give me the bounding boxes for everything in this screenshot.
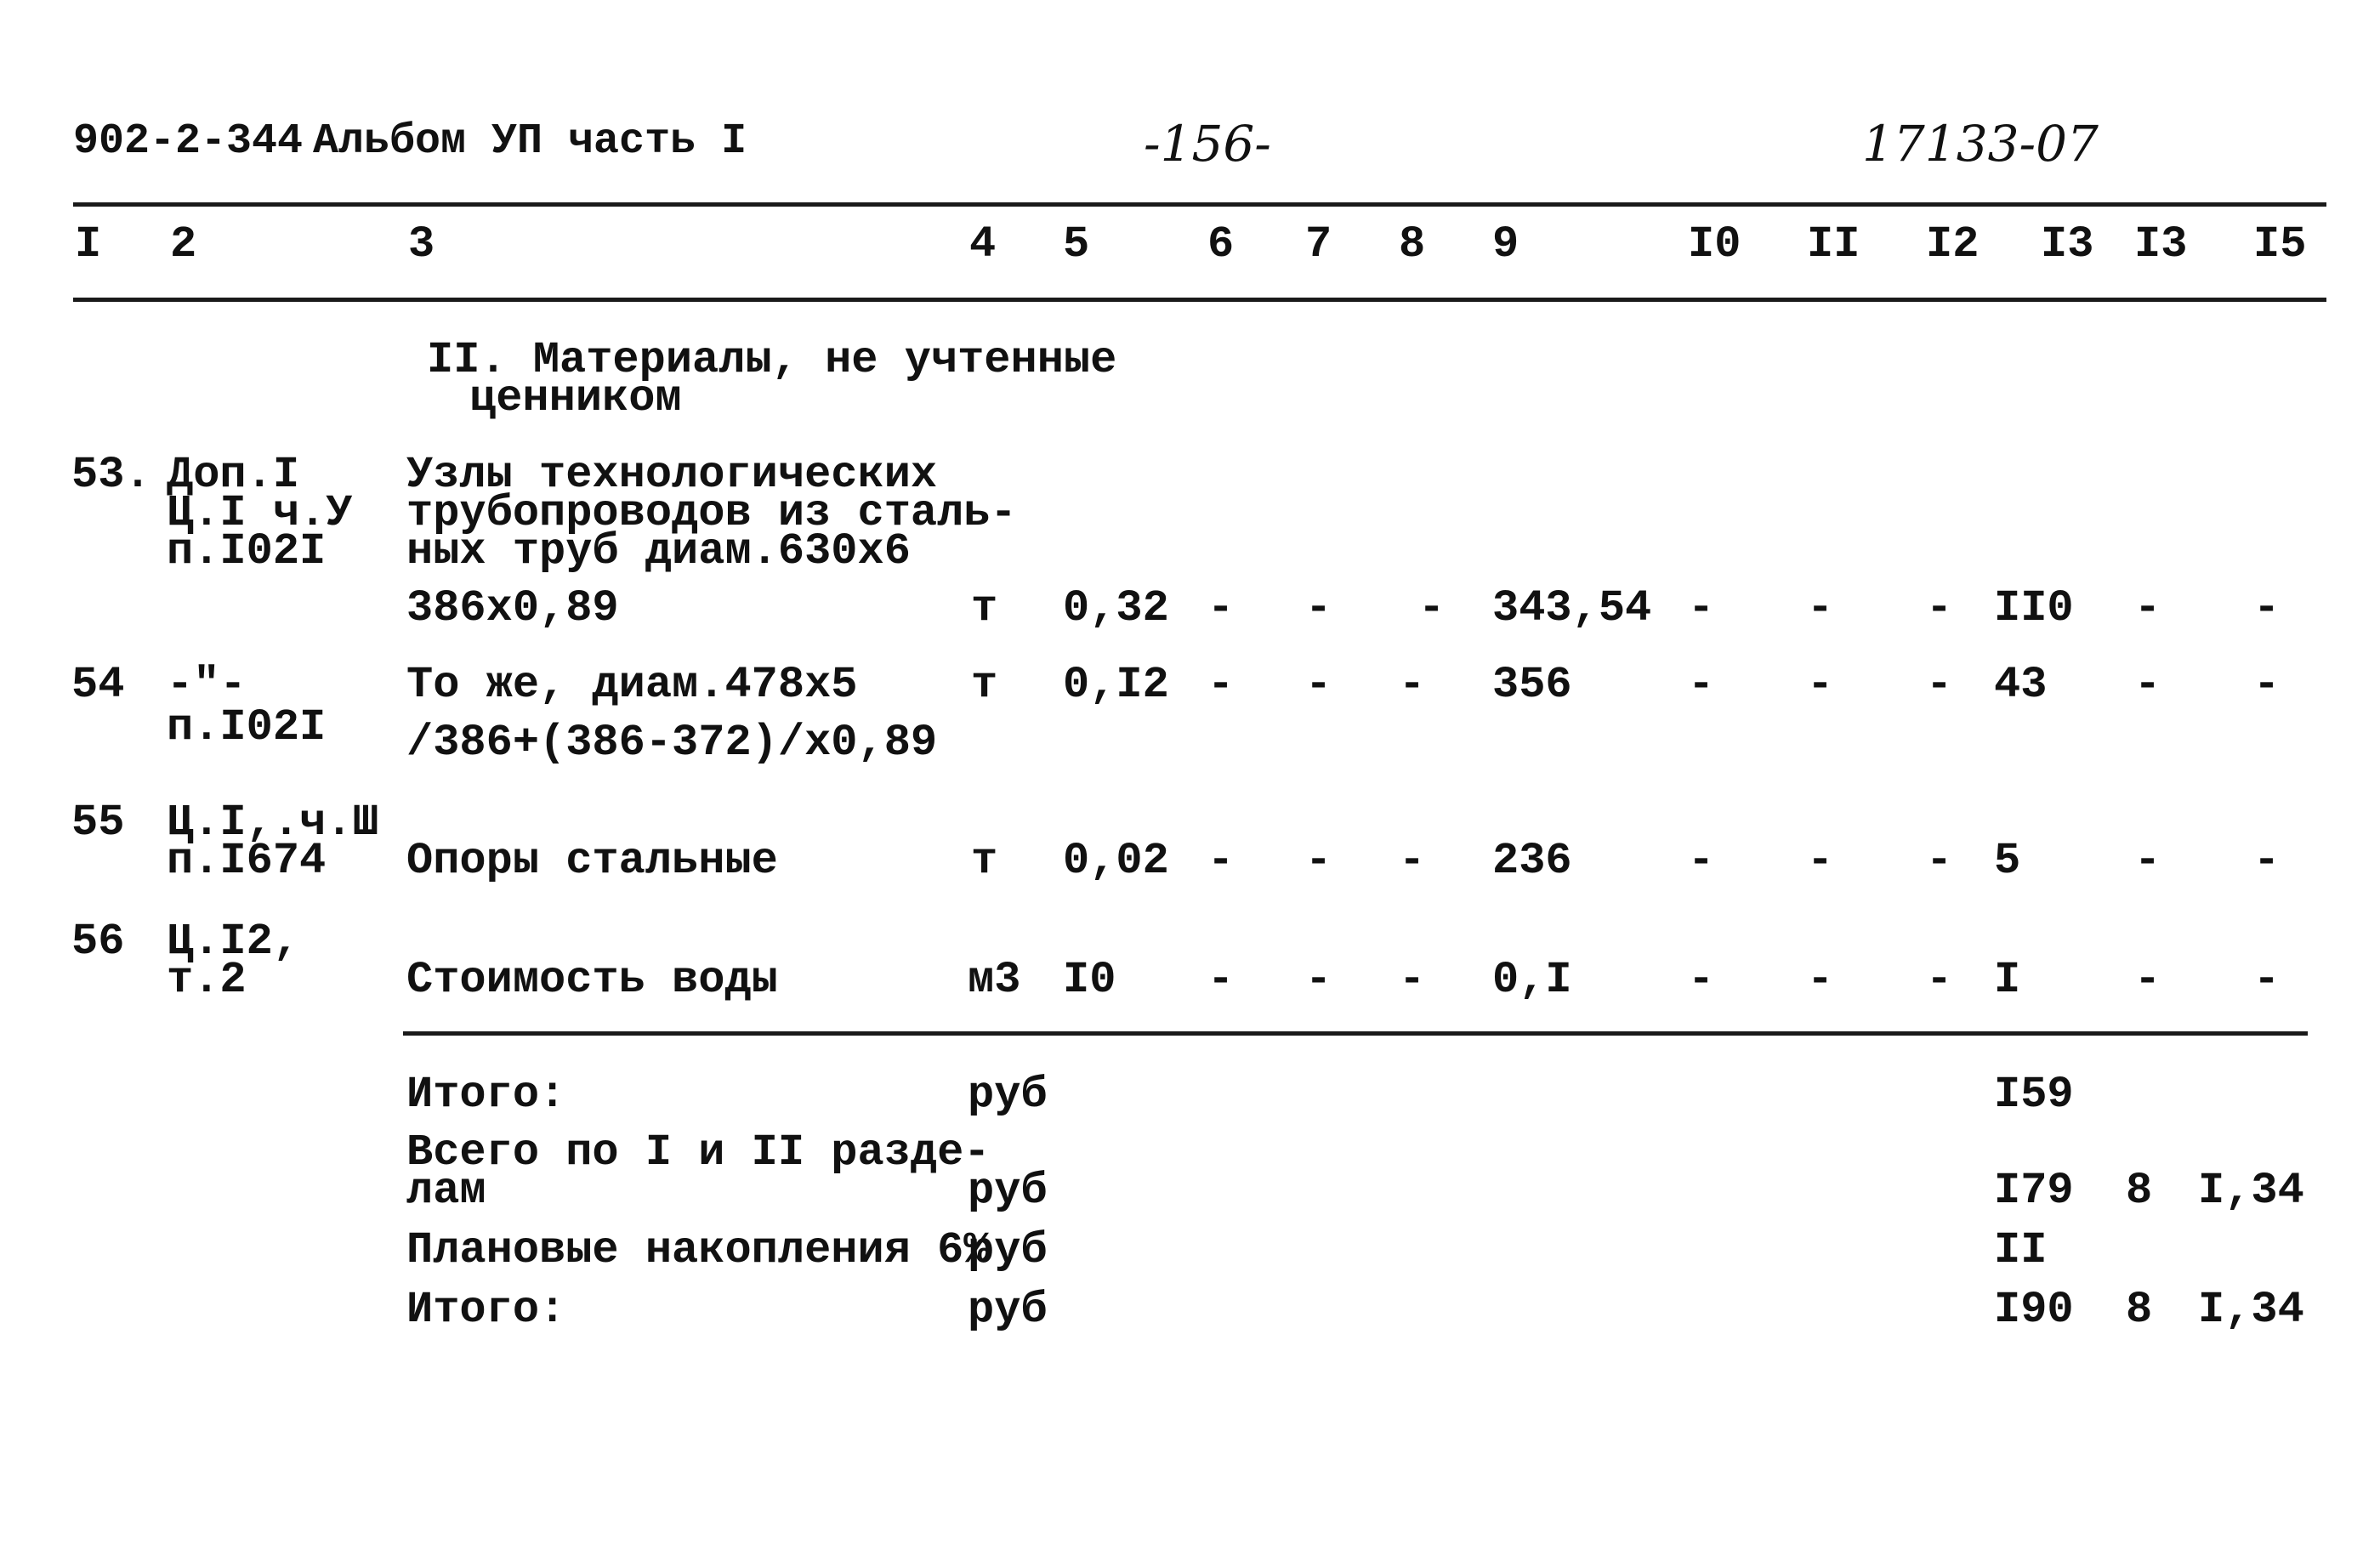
row-ref: Доп.I [167, 450, 300, 500]
row-col6: - [1207, 660, 1235, 710]
totals-unit: руб [968, 1166, 1048, 1216]
row-description: ных труб диам.630х6 [406, 526, 911, 576]
totals-unit: руб [968, 1285, 1048, 1335]
column-header-rule [73, 298, 2326, 302]
row-ref: Ц.I ч.У [167, 488, 353, 538]
row-unit: т [971, 836, 998, 886]
totals-label: Итого: [406, 1070, 566, 1120]
totals-label: Итого: [406, 1285, 566, 1335]
row-ref: -"- [167, 660, 247, 710]
row-col8: - [1399, 836, 1426, 886]
row-col14: - [2134, 660, 2161, 710]
row-col7: - [1305, 583, 1332, 633]
row-col11: - [1807, 955, 1834, 1005]
row-col10: - [1688, 955, 1715, 1005]
totals-label: Плановые накопления 6% [406, 1225, 991, 1275]
col-num-6: 6 [1207, 219, 1235, 270]
row-unit: м3 [968, 955, 1021, 1005]
col-num-4: 4 [969, 219, 997, 270]
row-unit-price: 236 [1492, 836, 1572, 886]
col-num-3: 3 [408, 219, 435, 270]
doc-code: 902-2-344 [73, 117, 304, 166]
totals-label: Всего по I и II разде- [406, 1127, 991, 1178]
row-ref: Ц.I2, [167, 917, 300, 967]
row-col14: - [2134, 836, 2161, 886]
row-quantity: 0,02 [1063, 836, 1169, 886]
col-num-10: I0 [1688, 219, 1741, 270]
totals-col15: I,34 [2198, 1166, 2304, 1216]
col-num-11: II [1807, 219, 1860, 270]
col-num-12: I2 [1926, 219, 1980, 270]
row-description: Опоры стальные [406, 836, 778, 886]
row-ref: Ц.I,.ч.Ш [167, 798, 379, 848]
row-ref: п.I02I [167, 526, 327, 576]
col-num-8: 8 [1399, 219, 1426, 270]
row-total-cost: II0 [1994, 583, 2074, 633]
row-total-cost: I [1994, 955, 2021, 1005]
totals-unit: руб [968, 1225, 1048, 1275]
col-num-7: 7 [1305, 219, 1332, 270]
row-number: 53. [71, 450, 151, 500]
row-description: трубопроводов из сталь- [406, 488, 1017, 538]
row-col15: - [2253, 583, 2281, 633]
row-col12: - [1926, 660, 1953, 710]
totals-rule [403, 1031, 2308, 1036]
row-unit-price: 356 [1492, 660, 1572, 710]
row-col15: - [2253, 955, 2281, 1005]
row-ref: п.I674 [167, 836, 327, 886]
row-number: 54 [71, 660, 125, 710]
totals-col14: 8 [2126, 1166, 2153, 1216]
row-col11: - [1807, 660, 1834, 710]
row-col7: - [1305, 836, 1332, 886]
totals-cost: II [1994, 1225, 2048, 1275]
row-col6: - [1207, 583, 1235, 633]
totals-unit: руб [968, 1070, 1048, 1120]
section-title: II. Материалы, не учтенные [427, 335, 1117, 385]
row-col10: - [1688, 583, 1715, 633]
row-col12: - [1926, 583, 1953, 633]
row-total-cost: 43 [1994, 660, 2048, 710]
col-num-5: 5 [1063, 219, 1090, 270]
row-ref: т.2 [167, 955, 247, 1005]
row-col7: - [1305, 955, 1332, 1005]
row-col15: - [2253, 836, 2281, 886]
row-description: Узлы технологических [406, 450, 938, 500]
col-num-15: I5 [2253, 219, 2307, 270]
row-col8: - [1399, 955, 1426, 1005]
totals-cost: I79 [1994, 1166, 2074, 1216]
row-col14: - [2134, 583, 2161, 633]
col-num-13: I3 [2041, 219, 2094, 270]
row-formula: 386х0,89 [406, 583, 619, 633]
totals-col14: 8 [2126, 1285, 2153, 1335]
row-unit: т [971, 660, 998, 710]
row-col11: - [1807, 583, 1834, 633]
row-quantity: 0,32 [1063, 583, 1169, 633]
row-quantity: I0 [1063, 955, 1116, 1005]
totals-cost: I90 [1994, 1285, 2074, 1335]
totals-col15: I,34 [2198, 1285, 2304, 1335]
totals-cost: I59 [1994, 1070, 2074, 1120]
row-description: Стоимость воды [406, 955, 778, 1005]
row-col6: - [1207, 836, 1235, 886]
row-ref: п.I02I [167, 702, 327, 752]
row-quantity: 0,I2 [1063, 660, 1169, 710]
row-col8: - [1399, 660, 1426, 710]
row-col12: - [1926, 955, 1953, 1005]
row-unit-price: 343,54 [1492, 583, 1652, 633]
row-formula: /386+(386-372)/х0,89 [406, 718, 938, 768]
section-title-cont: ценником [469, 373, 682, 423]
col-num-2: 2 [170, 219, 197, 270]
row-col10: - [1688, 660, 1715, 710]
row-col15: - [2253, 660, 2281, 710]
row-col11: - [1807, 836, 1834, 886]
page-number: -156- [1144, 115, 1271, 173]
row-col8: - [1418, 583, 1446, 633]
row-unit-price: 0,I [1492, 955, 1572, 1005]
row-total-cost: 5 [1994, 836, 2021, 886]
row-col10: - [1688, 836, 1715, 886]
col-num-9: 9 [1492, 219, 1519, 270]
col-num-14: I3 [2134, 219, 2188, 270]
col-num-1: I [75, 219, 102, 270]
row-unit: т [971, 583, 998, 633]
album-label: Альбом УП часть I [313, 117, 747, 166]
row-col12: - [1926, 836, 1953, 886]
row-description: То же, диам.478х5 [406, 660, 858, 710]
header-top-rule [73, 202, 2326, 207]
project-number: 17133-07 [1862, 115, 2099, 173]
row-col6: - [1207, 955, 1235, 1005]
row-number: 56 [71, 917, 125, 967]
row-col7: - [1305, 660, 1332, 710]
row-number: 55 [71, 798, 125, 848]
totals-label-cont: лам [406, 1166, 486, 1216]
row-col14: - [2134, 955, 2161, 1005]
